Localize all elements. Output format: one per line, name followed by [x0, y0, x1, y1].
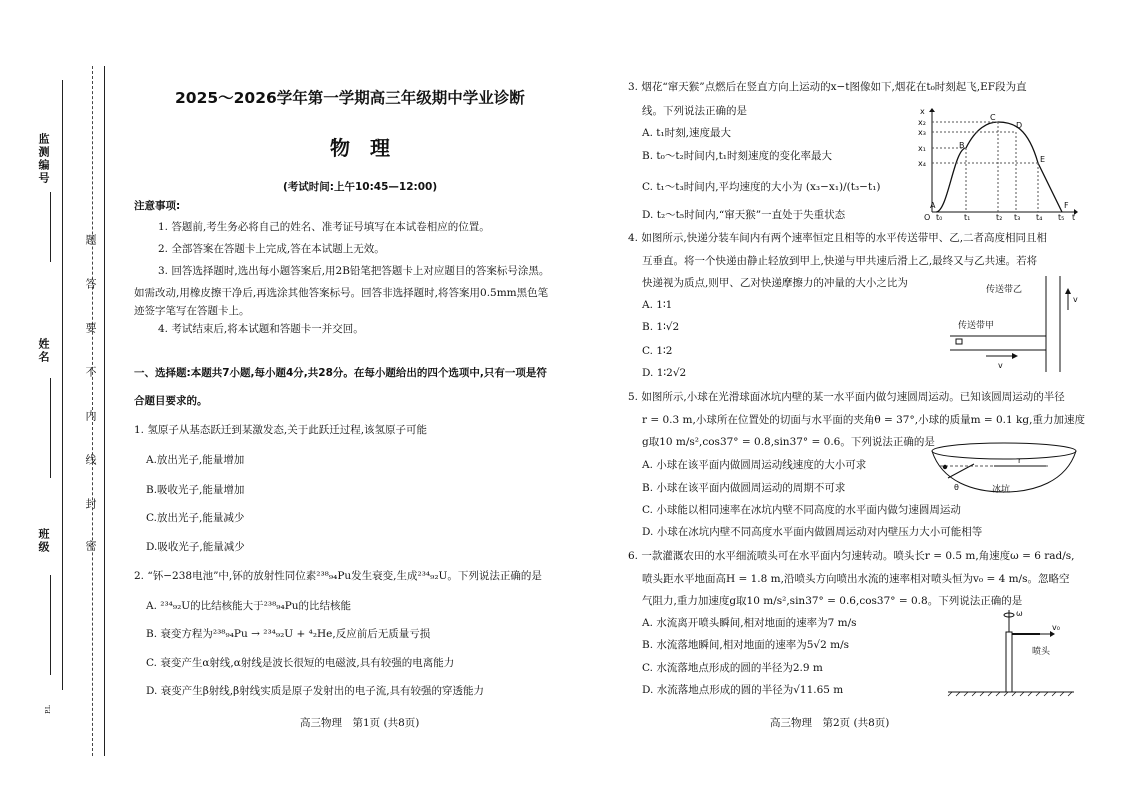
note-3-cont-2: 迹签字笔写在答题卡上。 [134, 305, 250, 317]
margin-solid-line [62, 80, 63, 690]
monitor-number-label: 监测编号 [37, 133, 50, 185]
seal-char-1: 题 [84, 234, 97, 247]
q6-stem-line-1: 6. 一款灌溉农田的水平细流喷头可在水平面内匀速转动。喷头长r = 0.5 m,角速度ω = 6 rad/s, [628, 550, 1075, 562]
seal-char-3: 要 [84, 322, 97, 335]
note-2: 2. 全部答案在答题卡上完成,答在本试题上无效。 [158, 243, 385, 255]
q4-conveyor-figure [950, 276, 1080, 372]
q4-v-right-label: v [998, 361, 1003, 370]
seal-char-2: 答 [84, 278, 97, 291]
name-fill-line [50, 378, 51, 478]
q3-option-c: C. t₁～t₃时间内,平均速度的大小为 (x₃−x₁)/(t₃−t₁) [642, 181, 881, 193]
q3-tick-t1: t₁ [964, 213, 971, 222]
q6-stem-line-2: 喷头距水平地面高H = 1.8 m,沿喷头方向喷出水流的速率相对喷头恒为v₀ = 4 m/s。忽略空 [642, 573, 1070, 585]
q3-tick-x2: x₂ [918, 118, 926, 127]
q5-option-d: D. 小球在冰坑内壁不同高度水平面内做圆周运动对内壁压力大小可能相等 [642, 526, 983, 538]
q4-option-c: C. 1∶2 [642, 345, 673, 357]
q6-omega-label: ω [1016, 609, 1023, 618]
q6-option-d: D. 水流落地点形成的圆的半径为√11.65 m [642, 684, 844, 696]
q5-stem-line-2: r = 0.3 m,小球所在位置处的切面与水平面的夹角θ = 37°,小球的质量m = 0.1 kg,重力加速度 [642, 414, 1085, 426]
q3-xt-graph [918, 108, 1078, 220]
q4-stem-line-2: 互垂直。将一个快递由静止轻放到甲上,快递与甲共速后滑上乙,最终又与乙共速。若将 [642, 255, 1038, 267]
monitor-number-fill-line [50, 192, 51, 262]
class-fill-line [50, 575, 51, 675]
q3-tick-t5: t₅ [1058, 213, 1065, 222]
q4-option-a: A. 1∶1 [642, 299, 673, 311]
q5-r-label: r [1018, 456, 1022, 465]
q4-option-b: B. 1∶√2 [642, 321, 680, 333]
q3-tick-t0: t₀ [936, 213, 943, 222]
q3-point-b: B [959, 141, 965, 150]
q3-point-e: E [1040, 155, 1046, 164]
q4-stem-line-1: 4. 如图所示,快递分装车间内有两个速率恒定且相等的水平传送带甲、乙,二者高度相同且相 [628, 232, 1048, 244]
q5-option-a: A. 小球在该平面内做圆周运动线速度的大小可求 [642, 459, 867, 471]
binding-solid-line [104, 66, 105, 756]
q3-tick-x3: x₃ [918, 128, 926, 137]
q4-stem-line-3: 快递视为质点,则甲、乙对快递摩擦力的冲量的大小之比为 [642, 277, 908, 289]
q4-option-d: D. 1∶2√2 [642, 367, 687, 379]
section-heading-line-1: 一、选择题:本题共7小题,每小题4分,共28分。在每小题给出的四个选项中,只有一项是符 [134, 367, 547, 379]
q6-sprinkler-figure [948, 606, 1078, 696]
q6-option-a: A. 水流离开喷头瞬间,相对地面的速率为7 m/s [642, 617, 857, 629]
q3-tick-x4: x₄ [918, 159, 926, 168]
q3-option-d: D. t₂～t₅时间内,“窜天猴”一直处于失重状态 [642, 209, 846, 221]
q5-stem-line-3: g取10 m/s²,cos37° = 0.8,sin37° = 0.6。下列说法正确的是 [642, 436, 935, 448]
q3-tick-t3: t₃ [1014, 213, 1021, 222]
q3-point-f: F [1064, 201, 1069, 210]
corner-mark: P.L [44, 705, 52, 714]
note-3-cont-1: 如需改动,用橡皮擦干净后,再选涂其他答案标号。回答非选择题时,将答案用0.5mm黑色笔 [134, 287, 549, 299]
q5-theta-label: θ [954, 483, 959, 492]
q3-option-b: B. t₀～t₂时间内,t₁时刻速度的变化率最大 [642, 150, 833, 162]
left-page-footer: 高三物理 第1页 (共8页) [300, 717, 420, 729]
subject-title: 物 理 [330, 136, 390, 160]
exam-title: 2025～2026学年第一学期高三年级期中学业诊断 [175, 89, 525, 107]
q3-tick-x1: x₁ [918, 144, 926, 153]
q6-option-c: C. 水流落地点形成的圆的半径为2.9 m [642, 662, 823, 674]
q5-ice-pit-figure [928, 440, 1080, 496]
q2-option-d: D. 衰变产生β射线,β射线实质是原子发射出的电子流,具有较强的穿透能力 [146, 685, 485, 697]
section-heading-line-2: 合题目要求的。 [134, 395, 208, 407]
q3-option-a: A. t₁时刻,速度最大 [642, 127, 732, 139]
q1-stem: 1. 氢原子从基态跃迁到某激发态,关于此跃迁过程,该氢原子可能 [134, 424, 428, 436]
q2-option-b: B. 衰变方程为²³⁸₉₄Pu → ²³⁴₉₂U + ⁴₂He,反应前后无质量亏损 [146, 628, 431, 640]
note-1: 1. 答题前,考生务必将自己的姓名、准考证号填写在本试卷相应的位置。 [158, 221, 490, 233]
q3-point-d: D [1016, 121, 1023, 130]
exam-time: (考试时间:上午10:45—12:00) [283, 181, 438, 193]
note-3: 3. 回答选择题时,选出每小题答案后,用2B铅笔把答题卡上对应题目的答案标号涂黑。 [158, 265, 550, 277]
class-label: 班级 [37, 528, 50, 554]
q5-option-c: C. 小球能以相同速率在冰坑内壁不同高度的水平面内做匀速圆周运动 [642, 504, 961, 516]
q3-graph-x-axis-label: t [1072, 213, 1076, 222]
q6-option-b: B. 水流落地瞬间,相对地面的速率为5√2 m/s [642, 639, 850, 651]
q4-v-up-label: v [1073, 295, 1078, 304]
q3-stem-line-1: 3. 烟花“窜天猴”点燃后在竖直方向上运动的x−t图像如下,烟花在t₀时刻起飞,EF段为直 [628, 81, 1027, 93]
seal-char-8: 密 [84, 540, 97, 553]
q4-belt-jia-label: 传送带甲 [958, 321, 995, 331]
seal-char-4: 不 [84, 366, 97, 379]
q6-nozzle-label: 喷头 [1032, 647, 1051, 657]
seal-char-5: 内 [84, 410, 97, 423]
q1-option-a: A.放出光子,能量增加 [146, 454, 245, 466]
q6-stem-line-3: 气阻力,重力加速度g取10 m/s²,sin37° = 0.6,cos37° = 0.8。下列说法正确的是 [642, 595, 1023, 607]
q1-option-d: D.吸收光子,能量减少 [146, 541, 245, 553]
q2-option-a: A. ²³⁴₉₂U的比结核能大于²³⁸₉₄Pu的比结核能 [146, 600, 352, 612]
q5-option-b: B. 小球在该平面内做圆周运动的周期不可求 [642, 482, 846, 494]
seal-char-6: 线 [84, 454, 97, 467]
q6-v0-label: v₀ [1052, 623, 1060, 632]
q3-graph-y-axis-label: x [920, 107, 925, 116]
q3-stem-line-2: 线。下列说法正确的是 [642, 105, 747, 117]
q3-tick-origin: O [924, 213, 931, 222]
q3-point-c: C [990, 113, 996, 122]
q3-tick-t2: t₂ [996, 213, 1003, 222]
name-label: 姓名 [37, 338, 50, 364]
q3-tick-t4: t₄ [1036, 213, 1043, 222]
q5-stem-line-1: 5. 如图所示,小球在光滑球面冰坑内壁的某一水平面内做匀速圆周运动。已知该圆周运动的半径 [628, 391, 1065, 403]
q1-option-c: C.放出光子,能量减少 [146, 512, 245, 524]
note-4: 4. 考试结束后,将本试题和答题卡一并交回。 [158, 323, 364, 335]
q2-option-c: C. 衰变产生α射线,α射线是波长很短的电磁波,具有较强的电离能力 [146, 657, 455, 669]
q5-pit-label: 冰坑 [992, 485, 1011, 495]
seal-char-7: 封 [84, 498, 97, 511]
q3-point-a: A [930, 201, 936, 210]
notes-heading: 注意事项: [134, 200, 181, 212]
q2-stem: 2. “钚−238电池”中,钚的放射性同位素²³⁸₉₄Pu发生衰变,生成²³⁴₉₂U。下列说法正确的是 [134, 570, 542, 582]
q4-belt-yi-label: 传送带乙 [986, 285, 1023, 295]
q1-option-b: B.吸收光子,能量增加 [146, 484, 245, 496]
right-page-footer: 高三物理 第2页 (共8页) [770, 717, 890, 729]
